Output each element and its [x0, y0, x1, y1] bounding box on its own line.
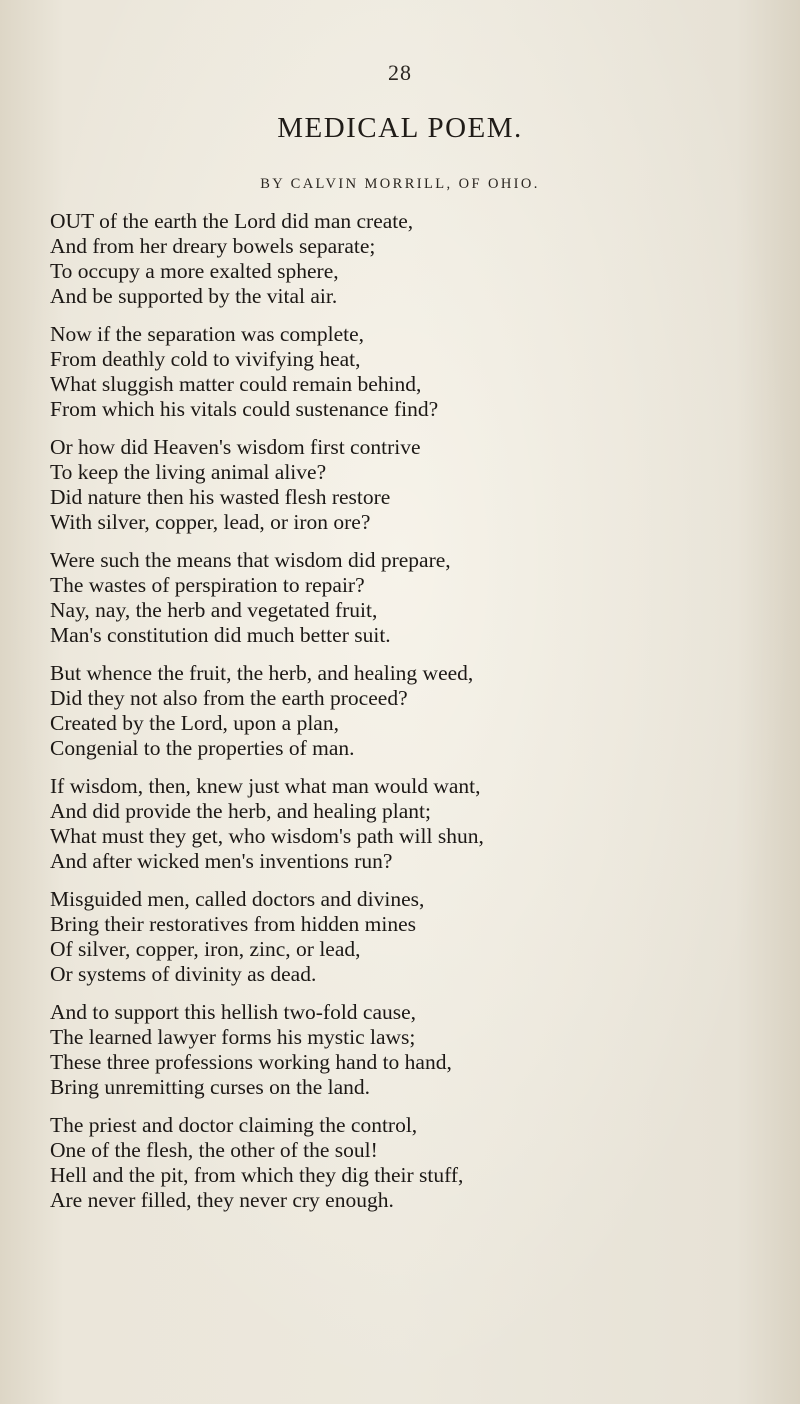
poem-line: Did nature then his wasted flesh restore [50, 485, 391, 509]
poem-line: Of silver, copper, iron, zinc, or lead, [50, 937, 361, 961]
stanza [50, 887, 790, 987]
poem-line: Did they not also from the earth proceed? [50, 686, 408, 710]
poem-line: And to support this hellish two-fold cause, [50, 1000, 417, 1024]
poem-line: With silver, copper, lead, or iron ore? [50, 510, 371, 534]
poem-line: What sluggish matter could remain behind, [50, 372, 422, 396]
poem-line: Man's constitution did much better suit. [50, 623, 391, 647]
poem-line: The learned lawyer forms his mystic laws; [50, 1025, 416, 1049]
stanza [50, 1113, 790, 1213]
page-number: 28 [388, 60, 412, 85]
poem-line: Are never filled, they never cry enough. [50, 1188, 394, 1212]
poem-line: Congenial to the properties of man. [50, 736, 355, 760]
stanza [50, 1000, 790, 1100]
poem-line: Bring unremitting curses on the land. [50, 1075, 371, 1099]
poem-line: Or systems of divinity as dead. [50, 962, 317, 986]
poem-line: Nay, nay, the herb and vegetated fruit, [50, 598, 378, 622]
stanza [50, 661, 790, 761]
poem-line: What must they get, who wisdom's path will shun, [50, 824, 484, 848]
stanza [50, 435, 790, 535]
poem-line: And be supported by the vital air. [50, 284, 338, 308]
poem-title: MEDICAL POEM. [277, 112, 523, 144]
stanza [50, 209, 790, 309]
poem-line: And after wicked men's inventions run? [50, 849, 393, 873]
poem-line: From deathly cold to vivifying heat, [50, 347, 361, 371]
poem-line: To keep the living animal alive? [50, 460, 327, 484]
stanza [50, 322, 790, 422]
poem-line: Now if the separation was complete, [50, 322, 365, 346]
poem-line: But whence the fruit, the herb, and healing weed, [50, 661, 474, 685]
poem-line: To occupy a more exalted sphere, [50, 259, 339, 283]
poem-line: Bring their restoratives from hidden mines [50, 912, 417, 936]
poem-line: Created by the Lord, upon a plan, [50, 711, 339, 735]
poem-line: And did provide the herb, and healing plant; [50, 799, 431, 823]
poem-line: One of the flesh, the other of the soul! [50, 1138, 378, 1162]
poem-line: These three professions working hand to hand, [50, 1050, 452, 1074]
poem-body [50, 209, 790, 1226]
stanza [50, 774, 790, 874]
poem-byline: BY CALVIN MORRILL, OF OHIO. [260, 176, 540, 192]
poem-line: Were such the means that wisdom did prepare, [50, 548, 451, 572]
stanza [50, 548, 790, 648]
poem-line: If wisdom, then, knew just what man would want, [50, 774, 481, 798]
poem-line: The wastes of perspiration to repair? [50, 573, 365, 597]
poem-line: Misguided men, called doctors and divines, [50, 887, 425, 911]
poem-line: OUT of the earth the Lord did man create, [50, 209, 414, 233]
poem-line: Hell and the pit, from which they dig their stuff, [50, 1163, 464, 1187]
poem-line: And from her dreary bowels separate; [50, 234, 376, 258]
poem-line: From which his vitals could sustenance find? [50, 397, 439, 421]
poem-line: The priest and doctor claiming the control, [50, 1113, 418, 1137]
poem-line: Or how did Heaven's wisdom first contrive [50, 435, 421, 459]
